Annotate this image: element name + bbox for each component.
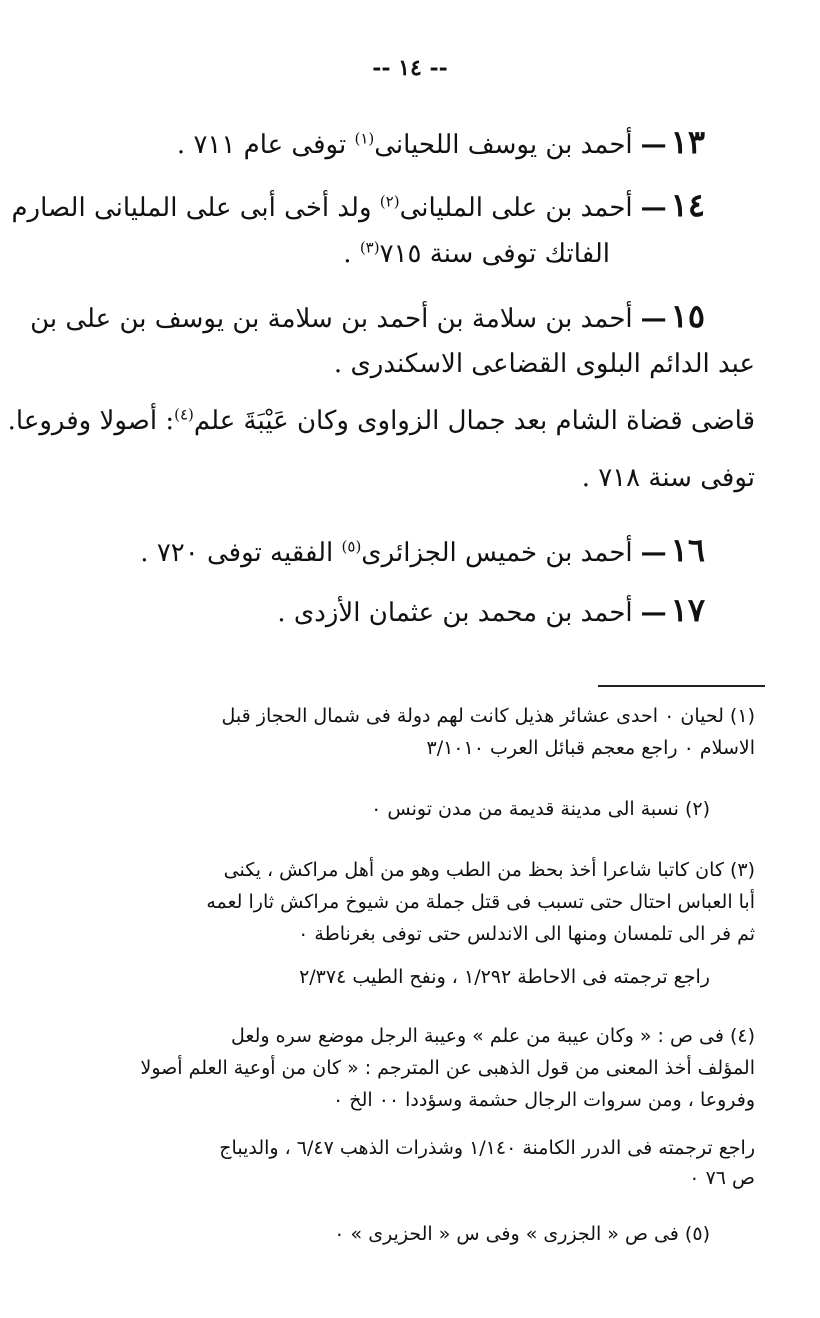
entry-number: ١٤	[670, 186, 705, 224]
footnote-5: (٥) فى ص « الجزرى » وفى س « الحزيرى » ٠	[334, 1223, 710, 1245]
footnote-1-line-1: (١) لحيان ٠ احدى عشائر هذيل كانت لهم دولة فى شمال الحجاز قبل	[221, 705, 755, 727]
entry-text: أحمد بن محمد بن عثمان الأزدى .	[277, 598, 633, 628]
footnote-4-reference-line-2: ص ٧٦ ٠	[689, 1167, 755, 1189]
entry-17: ١٧—أحمد بن محمد بن عثمان الأزدى .	[277, 591, 705, 629]
entry-15-line-3	[8, 405, 755, 439]
footnote-3-line-1: (٣) كان كاتبا شاعرا أخذ بحظ من الطب وهو من أهل مراكش ، يكنى	[223, 859, 755, 881]
entry-text-after: ولد أخى أبى على المليانى الصارم	[11, 193, 380, 223]
entry-text: أحمد بن على المليانى	[399, 193, 633, 223]
footnote-3-line-2: أبا العباس احتال حتى تسبب فى قتل جملة من شيوخ مراكش ثارا لعمه	[206, 891, 755, 913]
entry-text-after: : أصولا وفروعا.	[7, 406, 175, 436]
entry-text-after: توفى عام ٧١١ .	[176, 130, 355, 160]
footnote-3-reference: راجع ترجمته فى الاحاطة ١/٢٩٢ ، ونفح الطيب ٢/٣٧٤	[299, 966, 710, 988]
entry-text: الفاتك توفى سنة ٧١٥	[379, 239, 610, 269]
footnote-3-line-3: ثم فر الى تلمسان ومنها الى الاندلس حتى توفى بغرناطة ٠	[298, 923, 755, 945]
entry-14-line-2	[343, 238, 610, 272]
entry-number: ١٥	[670, 297, 705, 335]
entry-number: ١٦	[670, 531, 705, 569]
footnote-ref: (١)	[354, 129, 375, 148]
entry-text: أحمد بن سلامة بن أحمد بن سلامة بن يوسف بن على بن	[30, 304, 633, 334]
entry-text-after: .	[343, 239, 360, 269]
entry-13: ١٣—أحمد بن يوسف اللحيانى$^{(١)}$ توفى عام ٧١١ .	[176, 123, 705, 161]
footnote-4-line-3: وفروعا ، ومن سروات الرجال حشمة وسؤددا ٠٠ الخ ٠	[333, 1089, 755, 1111]
footnote-4-line-1: (٤) فى ص : « وكان عيبة من علم » وعيبة الرجل موضع سره ولعل	[231, 1025, 755, 1047]
footnote-4-reference-line-1: راجع ترجمته فى الدرر الكامنة ١/١٤٠ وشذرات الذهب ٦/٤٧ ، والديباج	[219, 1137, 755, 1159]
entry-text: توفى سنة ٧١٨ .	[581, 463, 755, 493]
footnote-4-line-2: المؤلف أخذ المعنى من قول الذهبى عن المترجم : « كان من أوعية العلم أصولا	[140, 1057, 755, 1079]
footnote-ref: (٣)	[359, 238, 380, 257]
footnote-2: (٢) نسبة الى مدينة قديمة من مدن تونس ٠	[371, 798, 710, 820]
footnote-ref: (٤)	[174, 405, 194, 424]
footnote-divider	[598, 685, 765, 687]
page-number: -- ١٤ --	[372, 55, 448, 81]
entry-number: ١٧	[670, 591, 705, 629]
entry-14: ١٤—أحمد بن على المليانى$^{(٢)}$ ولد أخى أبى على المليانى الصارم	[11, 186, 705, 224]
entry-15-line-4	[582, 462, 755, 496]
entry-15-line-2	[334, 348, 755, 382]
footnote-1-line-2: الاسلام ٠ راجع معجم قبائل العرب ٣/١٠١٠	[426, 737, 755, 759]
entry-16: ١٦—أحمد بن خميس الجزائرى$^{(٥)}$ الفقيه توفى ٧٢٠ .	[140, 531, 705, 569]
entry-text: عبد الدائم البلوى القضاعى الاسكندرى .	[333, 349, 755, 379]
footnote-ref: (٢)	[379, 192, 400, 211]
entry-text-after: الفقيه توفى ٧٢٠ .	[140, 538, 342, 568]
entry-text: أحمد بن خميس الجزائرى	[361, 538, 633, 568]
entry-text: قاضى قضاة الشام بعد جمال الزواوى وكان عَيْبَةَ علم	[193, 406, 755, 436]
entry-15: ١٥—أحمد بن سلامة بن أحمد بن سلامة بن يوسف بن على بن	[30, 297, 705, 335]
entry-number: ١٣	[670, 123, 705, 161]
entry-text: أحمد بن يوسف اللحيانى	[374, 130, 633, 160]
footnote-ref: (٥)	[341, 537, 362, 556]
